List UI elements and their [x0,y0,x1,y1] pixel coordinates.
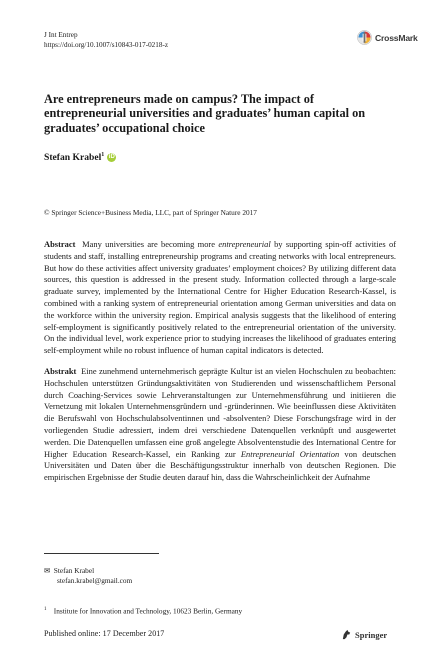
copyright-notice: © Springer Science+Business Media, LLC, part of Springer Nature 2017 [44,208,257,217]
published-date: Published online: 17 December 2017 [44,629,165,638]
orcid-icon[interactable]: iD [108,154,115,160]
abstract-label: Abstract [44,239,76,249]
abstrakt-label: Abstrakt [44,366,77,376]
crossmark-label: CrossMark [375,32,418,43]
contact-email[interactable]: stefan.krabel@gmail.com [57,576,133,585]
abstract-emphasis: entrepreneurial [218,239,271,249]
abstract-text-start: Many universities are becoming more [82,239,215,249]
abstrakt-text-end: von deutschen Universitäten und Daten über die Beschäftigungsstruktur innerhalb von deutschen Regionen. Die empirischen Ergebnisse der Studie deuten darauf hin, dass die Wahrscheinlichkeit der Aufnahme [44,448,396,483]
paper-title: Are entrepreneurs made on campus? The impact of entrepreneurial universities and graduates’ human capital on graduates’ occupational choice [44,92,366,135]
springer-wordmark: Springer [355,629,388,640]
affil-marker: 1 [44,607,47,612]
abstrakt-emphasis: Entrepreneurial Orientation [240,448,340,459]
corresponding-author [44,566,132,586]
envelope-icon: ✉ [44,566,51,575]
abstract-german [44,366,396,484]
affiliation-text: Institute for Innovation and Technology, 10623 Berlin, Germany [53,606,243,616]
crossmark-badge[interactable] [357,30,418,45]
author-name: Stefan Krabel [44,152,102,163]
abstract-english [44,239,396,357]
abstract-text-end: by supporting spin-off activities of students and staff, installing entrepreneurship programs and creating networks with local entrepreneurs. But how do these activities affect university graduates’ employment choices? By utilizing different data sources, this question is addressed in the present study. Information collected through a large-scale graduate survey, implemented by the International Centre for Higher Education Research-Kassel, is combined with a ranking system of entrepreneurial orientation among German universities and data on the workforce within the university region. Empirical analysis suggests that the likelihood of entering self-employment is significantly positively related to the entrepreneurial orientation of the university. On the individual level, work experience prior to studying increases the likelihood of graduates entering self-employment while no robust influence of human capital indicators is detected. [44,239,397,356]
springer-logo [341,629,387,640]
footnote-divider [44,553,159,554]
author-affil-marker: 1 [101,152,105,158]
crossmark-icon [357,30,372,45]
abstrakt-text-start: Eine zunehmend unternehmerisch geprägte Kultur ist an vielen Hochschulen zu beobachten: Hochschulen unterstützen Gründungsaktivitäten von Studierenden und wissenschaftlichem Personal durch Coaching-Services sowie Lehrveranstaltungen zur Unternehmensführung und initiieren die Vernetzung mit lokalen Unternehmensgründern und -gründerinnen. Wie beeinflussen diese Aktivitäten die Berufswahl von Hochschulabsolventinnen und -absolventen? Diese Forschungsfrage wird in der vorliegenden Studie adressiert, indem drei verschiedene Datenquellen verknüpft und ausgewertet werden. Die Datenquellen umfassen eine groß angelegte Absolventenstudie des International Centre for Higher Education Research-Kassel, ein Ranking zur [44,366,397,459]
doi-link[interactable]: https://doi.org/10.1007/s10843-017-0218-z [44,41,169,49]
affiliation-footnote [44,605,242,616]
springer-horse-icon [341,629,352,640]
journal-name: J Int Entrep [44,31,78,39]
author-line [44,152,116,163]
contact-name: Stefan Krabel [53,566,95,575]
